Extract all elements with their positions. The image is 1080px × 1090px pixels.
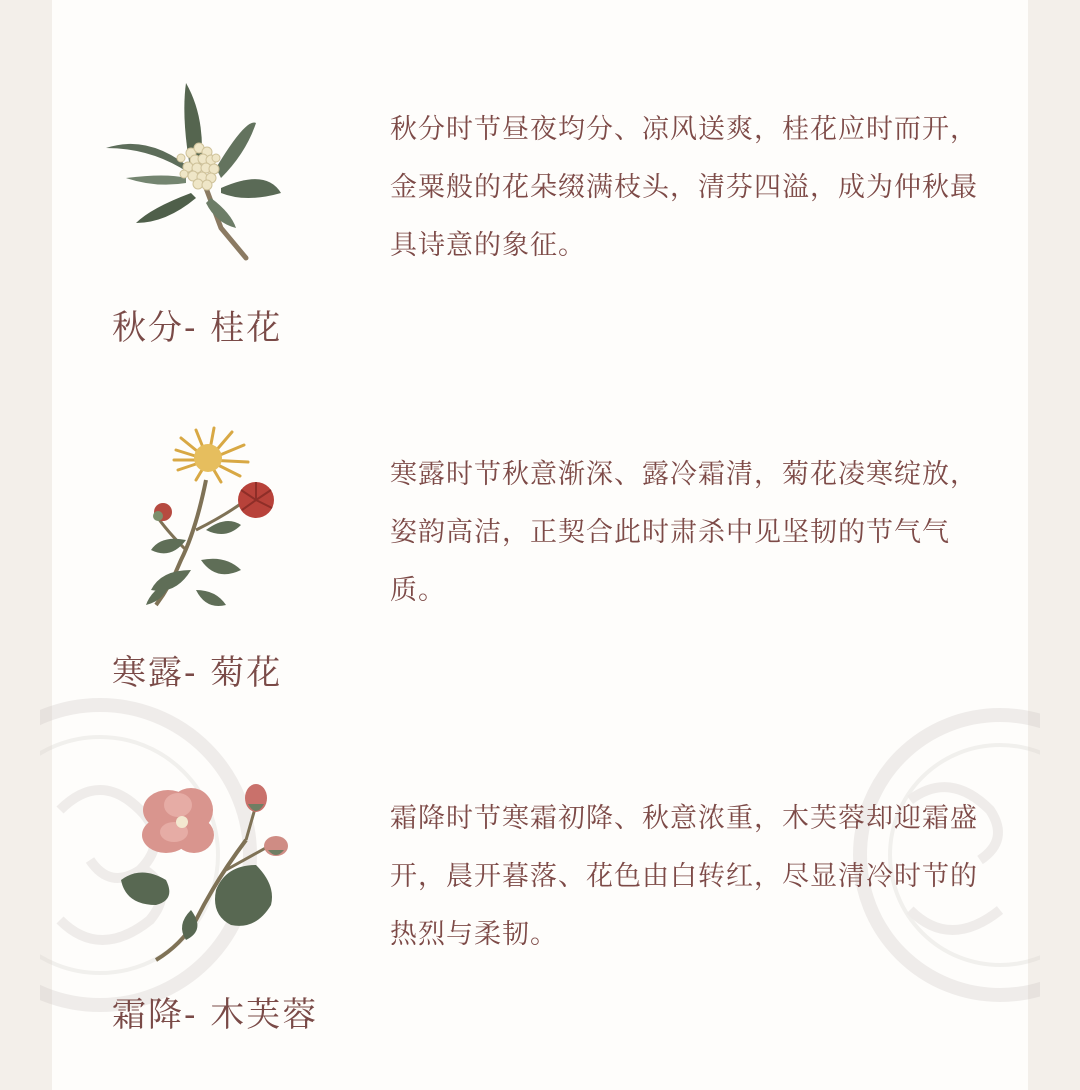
left-margin bbox=[0, 0, 52, 1090]
chrysanthemum-illustration-icon bbox=[96, 420, 296, 620]
entry-description: 霜降时节寒霜初降、秋意浓重，木芙蓉却迎霜盛开，晨开暮落、花色由白转红，尽显清冷时节的热烈与柔韧。 bbox=[390, 803, 978, 950]
right-margin bbox=[1028, 0, 1080, 1090]
entry-title: 寒露- 菊花 bbox=[112, 653, 283, 693]
cotton-rose-illustration-icon bbox=[96, 770, 296, 970]
entry-description: 寒露时节秋意渐深、露冷霜清，菊花凌寒绽放，姿韵高洁，正契合此时肃杀中见坚韧的节气气质。 bbox=[390, 459, 978, 606]
entry-title: 霜降- 木芙蓉 bbox=[112, 995, 319, 1035]
entry-title: 秋分- 桂花 bbox=[112, 308, 283, 348]
entry-description: 秋分时节昼夜均分、凉风送爽，桂花应时而开，金粟般的花朵缀满枝头，清芬四溢，成为仲秋最具诗意的象征。 bbox=[390, 114, 978, 261]
osmanthus-illustration-icon bbox=[96, 78, 296, 278]
